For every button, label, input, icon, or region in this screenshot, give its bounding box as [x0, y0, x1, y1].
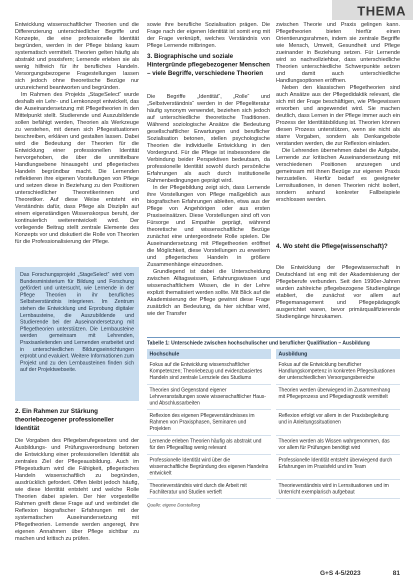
- section-heading-4: 4. Wo steht die Pflege(wissenschaft)?: [276, 242, 388, 250]
- col1-heading-block: [15, 407, 139, 435]
- table-cell: Professionelle Identität wird über die wissenschaftliche Begründung des eigenen Handelns entwickelt: [147, 455, 271, 481]
- col3-heading-block: [276, 242, 400, 262]
- section-label: THEMA: [357, 3, 406, 19]
- col1-intro: [15, 21, 139, 262]
- section-heading-2: 2. Ein Rahmen zur Stärkung theoriebezogener professioneller Identität: [15, 407, 114, 432]
- table-cell: Reflexion des eigenen Pflegeverständnisses im Rahmen von Praxisphasen, Seminaren und Projekten: [147, 410, 271, 436]
- table-source-note: Quelle: eigene Darstellung: [147, 502, 201, 508]
- paragraph: Die Vorgaben des Pflegeberufegesetzes und der Ausbildungs- und Prüfungsverordnung betonen die Entwicklung einer professionellen Identität als zentrales Ziel der Pflegeausbildung. Auch im Pflegestudium wird die Fähigkeit, pflegerisches Handeln wissenschaftlich zu begründen, ausdrücklich gefordert. Offen bleibt jedoch häufig, wie diese Identität entsteht und welche Rolle Theorien dabei spielen. Der hier vorgestellte Rahmen greift diese Frage auf und verbindet die Reflexion biografischer Erfahrungen mit der systematischen Auseinandersetzung mit Pflegetheorien. Lernende werden angeregt, ihre eigenen Annahmen über Pflege sichtbar zu machen und kritisch zu prüfen.: [15, 437, 139, 542]
- col2-lead: [147, 21, 270, 50]
- comparison-table: [147, 337, 400, 560]
- info-box-text: Das Forschungsprojekt „StageSelect“ wird vom Bundesministerium für Bildung und Forschung gefördert und untersucht, wie Lernende in der Pflege Theorien in ihr berufliches Selbstverständnis integrieren. Im Zentrum stehen die Entwicklung und Erprobung digitaler Lernbausteine, die Auszubildende und Studierende bei der Auseinandersetzung mit Pflegetheorien unterstützen. Die Lernbausteine werden gemeinsam mit Lehrenden, Praxisanleitenden und Lernenden erarbeitet und in unterschiedlichen Bildungseinrichtungen erprobt und evaluiert. Weitere Informationen zum Projekt und zu den Lernbausteinen finden sich auf der Projektwebseite.: [20, 271, 135, 373]
- paragraph: zwischen Theorie und Praxis gelingen kann. Pflegetheorien bieten hierfür einen Orientierungsrahmen, indem sie zentrale Begriffe wie Mensch, Umwelt, Gesundheit und Pflege zueinander in Beziehung setzen. Für Lernende wird so nachvollziehbar, dass unterschiedliche Theorien unterschiedliche Schwerpunkte setzen und damit auch unterschiedliche Handlungsoptionen eröffnen.: [276, 21, 400, 84]
- col2-heading-block: [147, 52, 270, 90]
- info-box: [15, 267, 139, 401]
- table-header-ausbildung: Ausbildung: [276, 349, 400, 359]
- col3-body2: [276, 264, 400, 334]
- paragraph: In der Pflegebildung zeigt sich, dass Lernende ihre Vorstellungen von Pflege maßgeblich aus biografischen Erfahrungen ableiten, etwa aus der Pflege von Angehörigen oder aus ersten Praxiseinsätzen. Diese Vorstellungen sind oft von Fürsorge und Empathie geprägt, während theoretische und wissenschaftliche Bezüge zunächst eine untergeordnete Rolle spielen. Die Auseinandersetzung mit Pflegetheorien eröffnet die Möglichkeit, diese Vorstellungen zu erweitern und pflegerisches Handeln in größere Zusammenhänge einzuordnen.: [147, 184, 270, 268]
- col1-body: [15, 437, 139, 579]
- section-header: [332, 0, 413, 20]
- table-cell: Fokus auf die Entwicklung wissenschaftlicher Kompetenzen; Theoriebezug und evidenzbasiertes Handeln sind zentrale Lernziele des Studiums: [147, 359, 271, 385]
- table-cell: Professionelle Identität entsteht überwiegend durch Erfahrungen im Praxisfeld und im Team: [276, 455, 400, 481]
- table-title: Tabelle 1: Unterschiede zwischen hochschulischer und beruflicher Qualifikation – Ausbildung: [147, 340, 370, 346]
- paragraph: Im Rahmen des Projekts „StageSelect“ wurde deshalb ein Lehr- und Lernkonzept entwickelt, das die Auseinandersetzung mit Pflegetheorien in den Mittelpunkt stellt. Studierende und Auszubildende sollen befähigt werden, Theorien als Werkzeuge zu verstehen, mit denen sich Pflegesituationen beschreiben, erklären und gestalten lassen. Dabei wird die Bedeutung der Theorien für die Entwicklung einer professionellen Identität hervorgehoben, die über die unmittelbare Handlungsebene hinausgeht und pflegerisches Handeln begründbar macht. Die Lernenden reflektieren ihre eigenen Vorstellungen von Pflege und setzen diese in Beziehung zu den Positionen unterschiedlicher Theoretikerinnen und Theoretiker. Auf diese Weise entsteht ein Verständnis dafür, dass Pflege als Disziplin auf einem eigenständigen Wissenskorpus beruht, der kontinuierlich weiterentwickelt wird. Der vorliegende Beitrag stellt zentrale Elemente des Konzepts vor und diskutiert die Rolle von Theorien für die Professionalisierung der Pflege.: [15, 91, 139, 245]
- table-cell: Theorien werden als Wissen wahrgenommen, das vor allem für Prüfungen benötigt wird: [276, 436, 400, 455]
- paragraph: Grundlegend ist dabei die Unterscheidung zwischen Alltagswissen, Erfahrungswissen und wissenschaftlichem Wissen, die in der Lehre explizit thematisiert werden sollte. Mit Blick auf die Akademisierung der Pflege gewinnt diese Frage zusätzlich an Bedeutung, da hier sichtbar wird, wie der Transfer: [147, 268, 270, 317]
- journal-issue: G+S 4-5/2023: [320, 569, 361, 577]
- paragraph: Neben den klassischen Pflegetheorien sind auch Ansätze aus der Pflegedidaktik relevant, die sich mit der Frage beschäftigen, wie Pflegewissen erworben und angewendet wird. Sie machen deutlich, dass Lernen in der Pflege immer auch ein Prozess der Identitätsbildung ist. Theorien können diesen Prozess unterstützen, wenn sie nicht als starre Vorgaben, sondern als Denkangebote verstanden werden, die zur Reflexion einladen.: [276, 84, 400, 147]
- paragraph: Die Lehrenden übernehmen dabei die Aufgabe, Lernende zur kritischen Auseinandersetzung mit verschiedenen Positionen anzuregen und gemeinsam mit ihnen Bezüge zur eigenen Praxis herzustellen. Hierfür bedarf es geeigneter Lernsituationen, in denen Theorien nicht isoliert, sondern anhand konkreter Fallbeispiele erschlossen werden.: [276, 147, 400, 203]
- table-cell: Lernende erleben Theorien häufig als abstrakt und für den Pflegealltag wenig relevant: [147, 436, 271, 455]
- paragraph: sowie ihre berufliche Sozialisation prägen. Die Frage nach der eigenen Identität ist somit eng mit der Frage verknüpft, welches Verständnis von Pflege Lernende mitbringen.: [147, 21, 270, 49]
- table-cell: Theorien sind Gegenstand eigener Lehrveranstaltungen sowie wissenschaftlicher Haus- und Abschlussarbeiten: [147, 385, 271, 411]
- page-footer: [320, 569, 400, 579]
- table-cell: Theorieverständnis wird durch die Arbeit mit Fachliteratur und Studien vertieft: [147, 480, 271, 499]
- col3-body: [276, 21, 400, 238]
- paragraph: Die Begriffe „Identität“, „Rolle“ und „Selbstverständnis“ werden in der Pflegeliteratur häufig synonym verwendet, beziehen sich jedoch auf unterschiedliche theoretische Traditionen. Während soziologische Ansätze die Bedeutung gesellschaftlicher Erwartungen und beruflicher Sozialisation betonen, stellen psychologische Theorien die individuelle Entwicklung in den Vordergrund. Für die Pflege ist insbesondere die Verbindung beider Perspektiven bedeutsam, da professionelle Identität sowohl durch persönliche Erfahrungen als auch durch institutionelle Rahmenbedingungen geprägt wird.: [147, 93, 270, 184]
- table-cell: Theorien werden überwiegend im Zusammenhang mit Pflegeprozess und Pflegediagnostik vermittelt: [276, 385, 400, 411]
- table-header-hochschule: Hochschule: [147, 349, 271, 359]
- page-number: 81: [392, 569, 400, 577]
- col2-body: [147, 93, 270, 334]
- table-grid: [147, 349, 400, 499]
- section-heading-3: 3. Biographische und soziale Hintergründe pflegebezogener Menschen – viele Begriffe, verschiedene Theorien: [147, 52, 270, 77]
- paragraph: Entwicklung wissenschaftlicher Theorien und die Differenzierung unterschiedlicher Begriffe und Konzepte, die eine professionelle Identität begründen, werden in der Pflege bislang kaum systematisch vermittelt. Theorien gelten häufig als abstrakt und praxisfern; Lernende erleben sie als wenig hilfreich für ihr berufliches Handeln. Versorgungsbezogene Fragestellungen lassen sich jedoch ohne theoretische Bezüge nur unzureichend beantworten und begründen.: [15, 21, 139, 91]
- paragraph: Die Entwicklung der Pflegewissenschaft in Deutschland ist eng mit der Akademisierung der Pflegeberufe verbunden. Seit den 1990er-Jahren wurden zahlreiche pflegebezogene Studiengänge etabliert, die zunächst vor allem auf Pflegemanagement und Pflegepädagogik ausgerichtet waren, bevor primärqualifizierende Studiengänge hinzukamen.: [276, 264, 400, 320]
- table-cell: Theorieverständnis wird in Lernsituationen und im Unterricht exemplarisch aufgebaut: [276, 480, 400, 499]
- table-cell: Fokus auf die Entwicklung beruflicher Handlungskompetenz in konkreten Pflegesituationen der unterschiedlichen Versorgungsbereiche: [276, 359, 400, 385]
- table-cell: Reflexion erfolgt vor allem in der Praxisbegleitung und in Anleitungssituationen: [276, 410, 400, 436]
